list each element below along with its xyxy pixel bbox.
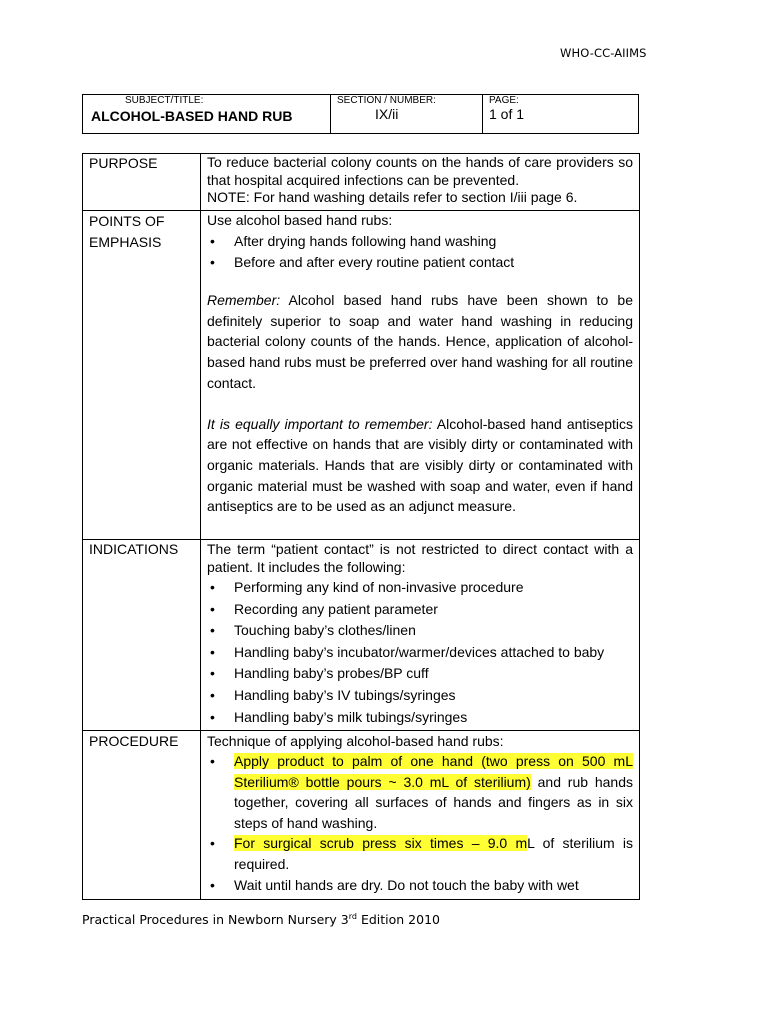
bullet-icon: •	[210, 665, 215, 682]
bullet-icon: •	[210, 835, 215, 852]
indications-label: INDICATIONS	[83, 540, 201, 731]
section-number: IX/ii	[375, 106, 399, 122]
page-label: PAGE:	[489, 95, 519, 106]
purpose-label: PURPOSE	[83, 154, 201, 211]
document-title: ALCOHOL-BASED HAND RUB	[91, 108, 293, 124]
emphasis-label-line-1: POINTS OF	[89, 213, 165, 229]
highlighted-text: Apply product to palm of one hand (two press on 500 mL Sterilium® bottle pours ~ 3.0 mL of sterilium)	[234, 753, 633, 790]
bullet-icon: •	[210, 753, 215, 769]
list-item: • Recording any patient parameter	[207, 599, 633, 621]
bullet-icon: •	[210, 622, 215, 639]
list-item: • Before and after every routine patient contact	[207, 252, 633, 273]
remember-paragraph: Remember: Alcohol based hand rubs have been shown to be definitely superior to soap and water hand washing in reducing bacterial colony counts of the hands. Hence, application of alcohol-based hand rubs must be preferred over hand washing for all routine contact.	[207, 292, 633, 391]
highlighted-text: For surgical scrub press six times – 9.0 m	[234, 835, 528, 852]
list-item: • Handling baby’s probes/BP cuff	[207, 663, 633, 685]
list-item: • After drying hands following hand washing	[207, 231, 633, 252]
bullet-icon: •	[210, 643, 215, 660]
bullet-icon: •	[210, 233, 215, 249]
subject-label: SUBJECT/TITLE:	[125, 95, 204, 106]
list-item: • Wait until hands are dry. Do not touch the baby with wet	[207, 875, 633, 896]
list-item: • Touching baby’s clothes/linen	[207, 620, 633, 642]
procedure-row	[83, 731, 640, 900]
section-cell	[331, 95, 483, 134]
page-cell	[483, 95, 639, 134]
list-item: • Apply product to palm of one hand (two press on 500 mL Sterilium® bottle pours ~ 3.0 mL of sterilium) and rub hands together, covering all surfaces of hands and fingers as in six steps of hand washing.	[210, 753, 633, 831]
bullet-icon: •	[210, 579, 215, 595]
purpose-content	[201, 154, 640, 211]
list-item: • For surgical scrub press six times – 9.0 mL of sterilium is required.	[210, 835, 634, 872]
procedure-step-list	[207, 751, 633, 895]
list-item: • Handling baby’s incubator/warmer/devices attached to baby	[207, 642, 633, 664]
bullet-icon: •	[210, 876, 215, 893]
indications-intro: The term “patient contact” is not restricted to direct contact with a patient. It includes the following:	[207, 541, 633, 575]
indications-content	[201, 540, 640, 731]
emphasis-label-line-2: EMPHASIS	[89, 234, 162, 250]
page-number: 1 of 1	[489, 106, 525, 122]
purpose-note: NOTE: For hand washing details refer to section I/iii page 6.	[207, 189, 578, 205]
subject-cell	[83, 95, 331, 134]
procedure-intro: Technique of applying alcohol-based hand rubs:	[207, 733, 504, 749]
list-item: • Handling baby’s milk tubings/syringes	[207, 707, 633, 729]
emphasis-content	[201, 211, 640, 540]
emphasis-intro: Use alcohol based hand rubs:	[207, 212, 393, 228]
purpose-row	[83, 154, 640, 211]
important-paragraph: It is equally important to remember: Alcohol-based hand antiseptics are not effective on hands that are visibly dirty or contaminated with organic materials. Hands that are visibly dirty or contaminated with organic material must be washed with soap and water, even if hand antiseptics are to be used as an adjunct measure.	[207, 415, 633, 515]
indications-bullet-list	[207, 577, 633, 728]
emphasis-label	[83, 211, 201, 540]
bullet-icon: •	[210, 253, 215, 270]
procedure-label: PROCEDURE	[83, 731, 201, 900]
emphasis-row	[83, 211, 640, 540]
purpose-text: To reduce bacterial colony counts on the hands of care providers so that hospital acquired infections can be prevented.	[207, 154, 633, 188]
list-item: • Performing any kind of non-invasive procedure	[207, 577, 633, 599]
organization-code: WHO-CC-AIIMS	[560, 46, 647, 60]
bullet-icon: •	[210, 600, 215, 617]
footer-citation: Practical Procedures in Newborn Nursery 3rd Edition 2010	[82, 912, 440, 928]
bullet-icon: •	[210, 686, 215, 703]
emphasis-bullet-list	[207, 231, 633, 272]
document-header-table	[82, 94, 639, 134]
procedure-table	[82, 153, 640, 900]
list-item: • Handling baby’s IV tubings/syringes	[207, 685, 633, 707]
procedure-content	[201, 731, 640, 900]
bullet-icon: •	[210, 708, 215, 725]
section-label: SECTION / NUMBER:	[337, 95, 436, 106]
indications-row	[83, 540, 640, 731]
